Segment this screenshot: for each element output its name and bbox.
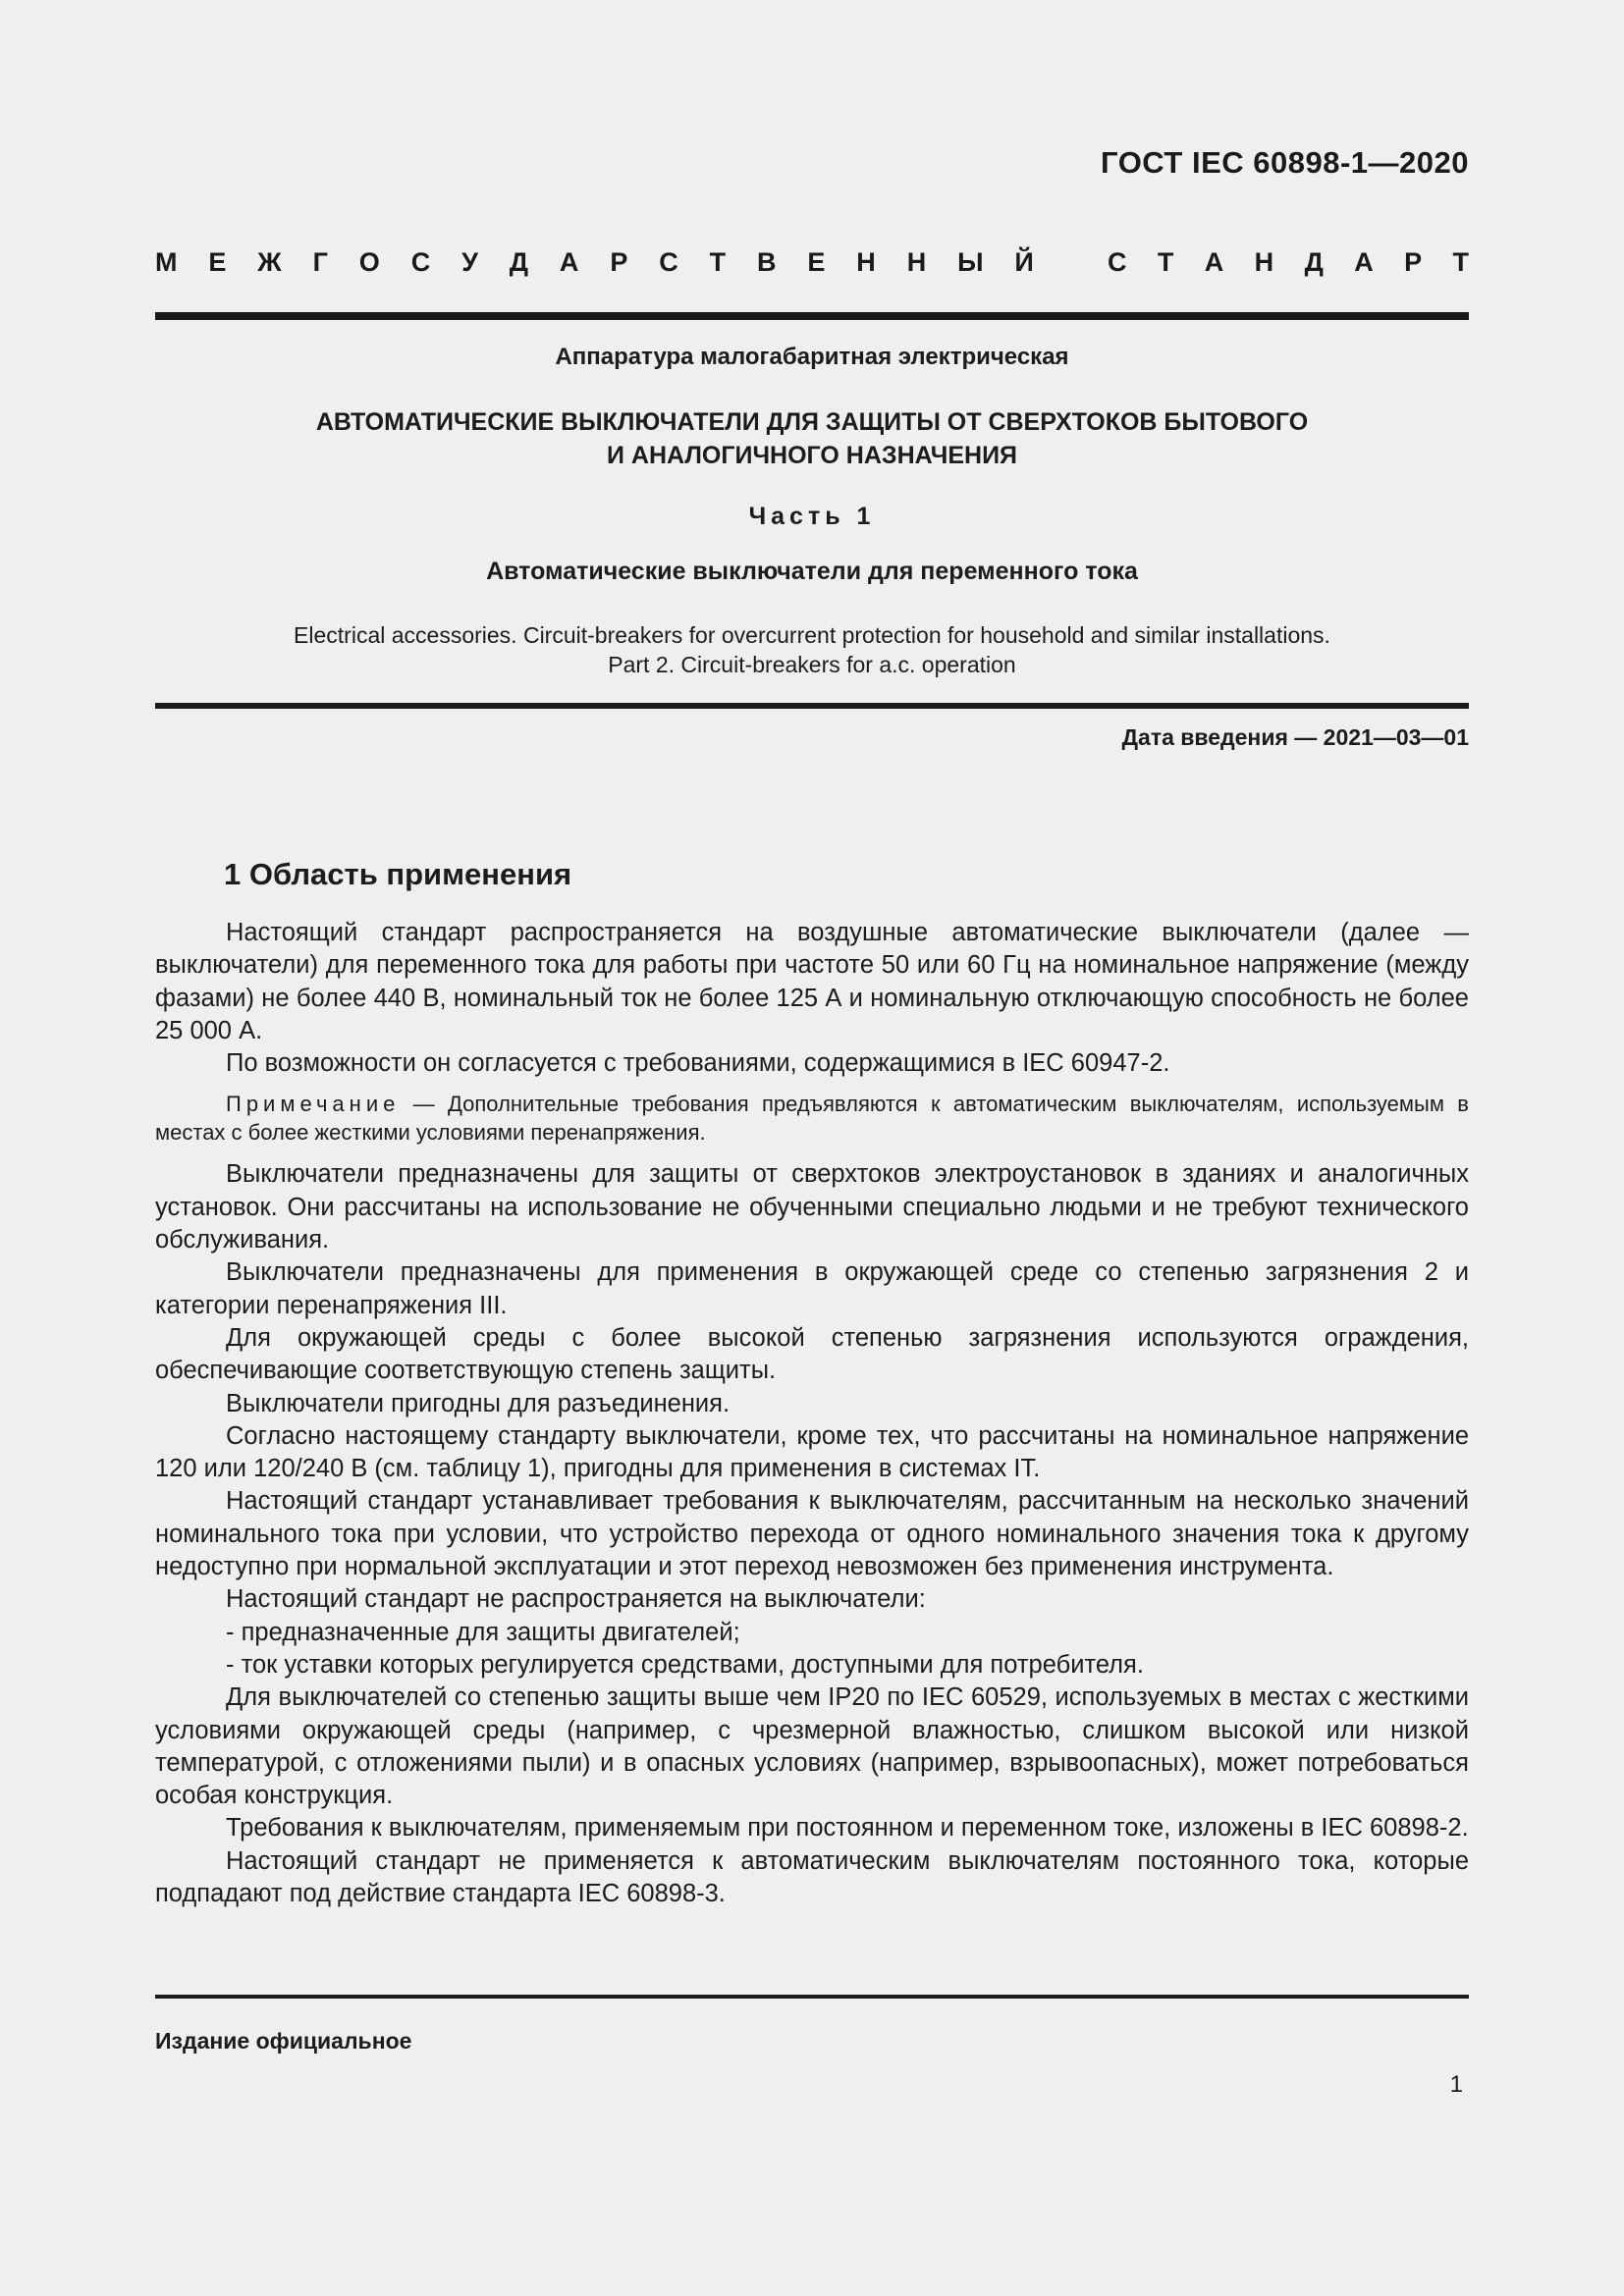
heading-letter: Д <box>1304 247 1324 277</box>
standard-type-heading <box>155 247 1469 278</box>
document-page <box>155 0 1469 2296</box>
paragraph: Требования к выключателям, применяемым при постоянном и переменном токе, изложены в IEC 60898-2. <box>226 1814 1469 1842</box>
paragraph: Настоящий стандарт устанавливает требования к выключателям, рассчитанным на несколько значений номинального тока при условии, что устройство перехода от одного номинального значения тока к другому недоступно при нормальной эксплуатации и этот переход невозможен без применения инструмента. <box>155 1487 1469 1581</box>
paragraph: Выключатели пригодны для разъединения. <box>226 1389 731 1417</box>
heading-letter: Р <box>1404 247 1423 277</box>
paragraph: Для окружающей среды с более высокой степенью загрязнения используются ограждения, обеспечивающие соответствующую степень защиты. <box>155 1323 1469 1385</box>
heading-letter: Т <box>1452 247 1469 277</box>
heading-letter: А <box>559 247 579 277</box>
heading-letter: Р <box>610 247 628 277</box>
english-title-line-2: Part 2. Circuit-breakers for a.c. operation <box>608 652 1016 677</box>
main-title-line-2: И АНАЛОГИЧНОГО НАЗНАЧЕНИЯ <box>606 442 1018 469</box>
effective-date: Дата введения — 2021—03—01 <box>1121 724 1469 750</box>
heading-letter: Т <box>1157 247 1174 277</box>
section-heading: 1 Область применения <box>224 857 572 891</box>
paragraph: Для выключателей со степенью защиты выше чем IP20 по IEC 60529, используемых в местах с жесткими условиями окружающей среды (например, с чрезмерной влажностью, слишком высокой или низкой температурой, с отложениями пыли) и в опасных условиях (например, взрывоопасных), может потребоваться особая конструкция. <box>155 1683 1469 1810</box>
list-item: - ток уставки которых регулируется средствами, доступными для потребителя. <box>226 1650 1144 1679</box>
heading-letter: Н <box>856 247 876 277</box>
standard-type-word-2 <box>1108 247 1469 278</box>
title-divider <box>155 703 1469 709</box>
heading-letter: Д <box>509 247 529 277</box>
heading-letter: Е <box>208 247 227 277</box>
paragraph: Согласно настоящему стандарту выключатели, кроме тех, что рассчитаны на номинальное напряжение 120 или 120/240 В (см. таблицу 1), пригодны для применения в системах IT. <box>155 1421 1469 1483</box>
heading-letter: Н <box>906 247 927 277</box>
edition-label: Издание официальное <box>155 2028 412 2054</box>
standard-type-word-1 <box>155 247 1034 278</box>
main-title <box>155 405 1469 472</box>
heading-letter: Г <box>312 247 328 277</box>
heading-letter: У <box>461 247 478 277</box>
list-item: - предназначенные для защиты двигателей; <box>226 1618 740 1646</box>
part-title: Автоматические выключатели для переменного тока <box>486 558 1138 585</box>
page-number: 1 <box>1449 2071 1463 2098</box>
heading-letter: М <box>155 247 178 277</box>
paragraph: По возможности он согласуется с требованиями, содержащимися в IEC 60947-2. <box>226 1049 1170 1078</box>
section-body <box>155 917 1469 1910</box>
footer-divider <box>155 1995 1469 1999</box>
heading-letter: Ы <box>957 247 984 277</box>
top-divider <box>155 312 1469 320</box>
note <box>155 1090 1469 1147</box>
heading-letter: Н <box>1254 247 1274 277</box>
paragraph: Настоящий стандарт распространяется на воздушные автоматические выключатели (далее — выключатели) для переменного тока для работы при частоте 50 или 60 Гц на номинальное напряжение (между фазами) не более 440 В, номинальный ток не более 125 А и номинальную отключающую способность не более 25 000 А. <box>155 919 1469 1044</box>
heading-letter: С <box>410 247 431 277</box>
document-subtitle: Аппаратура малогабаритная электрическая <box>555 344 1069 370</box>
english-title-line-1: Electrical accessories. Circuit-breakers for overcurrent protection for household and similar installations. <box>294 622 1330 648</box>
heading-letter: С <box>1108 247 1127 277</box>
paragraph: Настоящий стандарт не распространяется на выключатели: <box>226 1585 926 1614</box>
note-label: Примечание <box>226 1092 401 1117</box>
heading-letter: Т <box>709 247 727 277</box>
paragraph: Выключатели предназначены для применения в окружающей среде со степенью загрязнения 2 и категории перенапряжения III. <box>155 1258 1469 1319</box>
heading-letter: Ж <box>257 247 282 277</box>
part-label: Часть 1 <box>748 503 876 530</box>
heading-letter: А <box>1354 247 1374 277</box>
heading-letter: С <box>659 247 678 277</box>
heading-letter: Е <box>807 247 826 277</box>
heading-letter: А <box>1204 247 1224 277</box>
heading-letter: О <box>358 247 380 277</box>
english-title <box>155 620 1469 679</box>
note-text: — Дополнительные требования предъявляются к автоматическим выключателям, используемым в местах с более жесткими условиями перенапряжения. <box>155 1092 1469 1146</box>
paragraph: Настоящий стандарт не применяется к автоматическим выключателям постоянного тока, которые подпадают под действие стандарта IEC 60898-3. <box>155 1846 1469 1908</box>
main-title-line-1: АВТОМАТИЧЕСКИЕ ВЫКЛЮЧАТЕЛИ ДЛЯ ЗАЩИТЫ ОТ СВЕРХТОКОВ БЫТОВОГО <box>315 408 1309 436</box>
heading-letter: Й <box>1014 247 1034 277</box>
heading-letter: В <box>757 247 777 277</box>
document-number: ГОСТ IEC 60898-1—2020 <box>1101 145 1469 180</box>
paragraph: Выключатели предназначены для защиты от сверхтоков электроустановок в зданиях и аналогичных установок. Они рассчитаны на использование не обученными специально людьми и не требуют технического обслуживания. <box>155 1160 1469 1255</box>
